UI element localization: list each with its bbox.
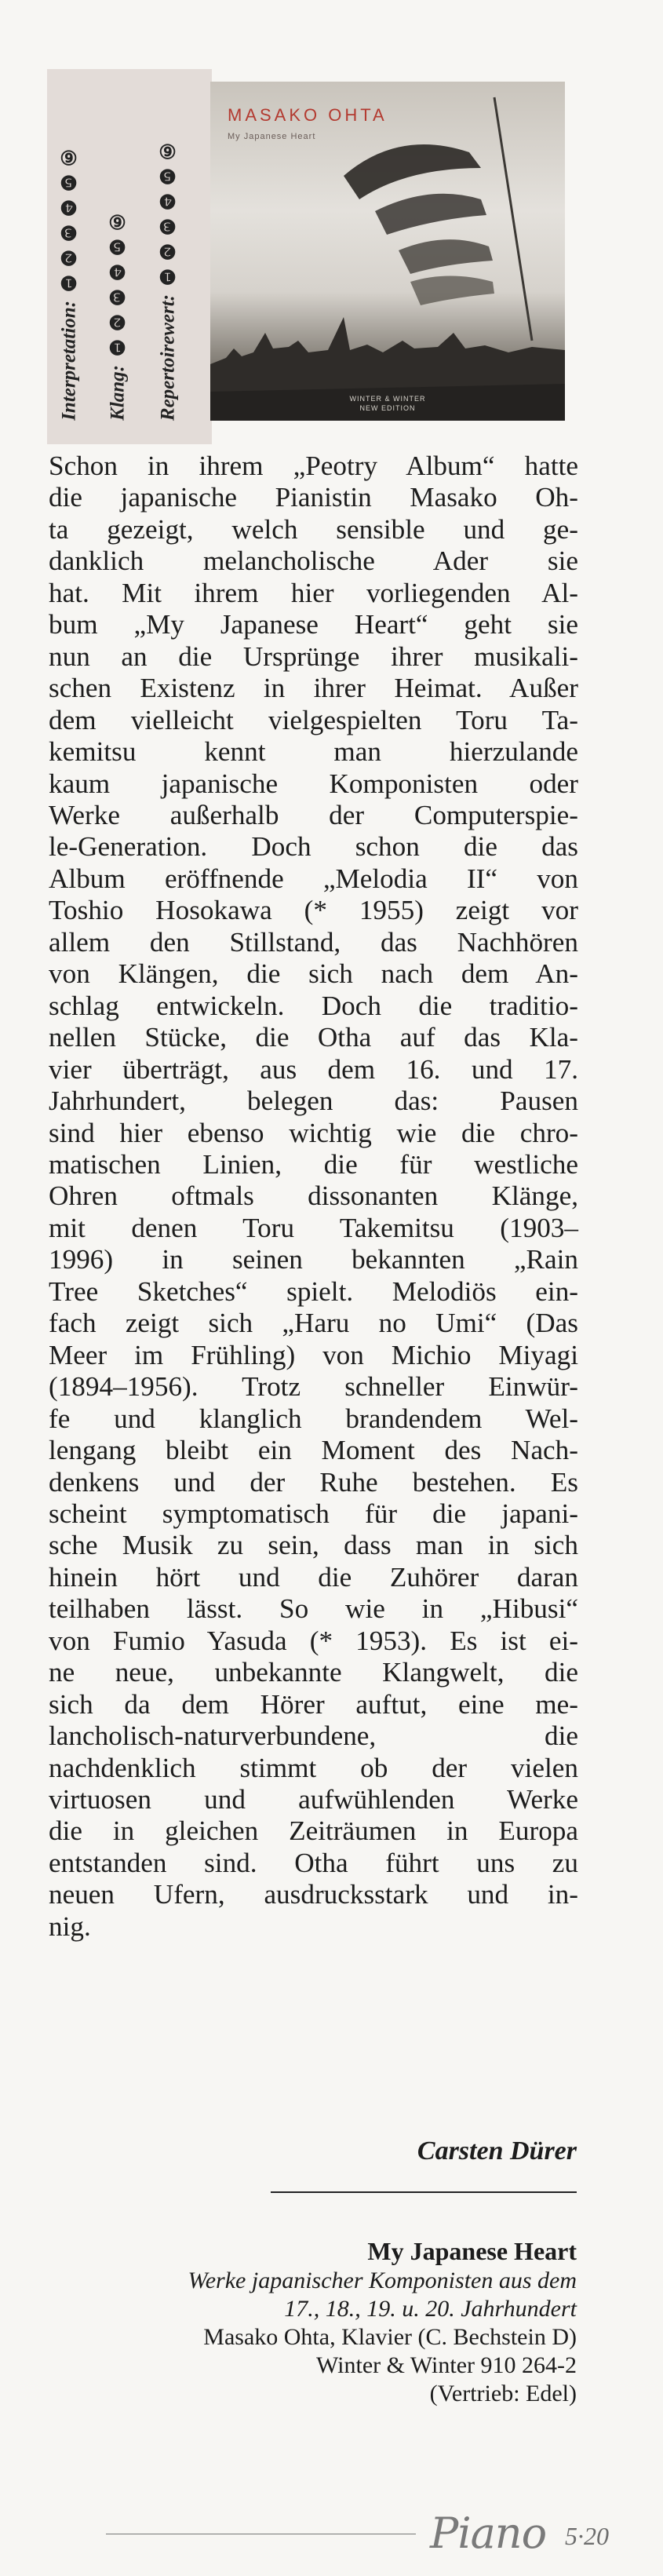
rating-repertoire-label: Repertoirewert: bbox=[157, 294, 179, 421]
body-line: lengang bleibt ein Moment des Nach- bbox=[49, 1435, 578, 1466]
body-line: Werke außerhalb der Computerspie- bbox=[49, 799, 578, 830]
body-line: sche Musik zu sein, dass man in sich bbox=[49, 1530, 578, 1561]
cover-label-line2: NEW EDITION bbox=[359, 404, 416, 412]
rating-interpretation-score: ❶❷❸❹❺⑥ bbox=[59, 144, 80, 295]
body-line: fach zeigt sich „Haru no Umi“ (Das bbox=[49, 1308, 578, 1339]
body-line: nellen Stücke, die Otha auf das Kla- bbox=[49, 1022, 578, 1053]
body-line: vier überträgt, aus dem 16. und 17. bbox=[49, 1053, 578, 1085]
body-line: ne neue, unbekannte Klangwelt, die bbox=[49, 1657, 578, 1688]
body-line: die in gleichen Zeiträumen in Europa bbox=[49, 1815, 578, 1847]
body-line: schen Existenz in ihrer Heimat. Außer bbox=[49, 673, 578, 704]
body-line: von Klängen, die sich nach dem An- bbox=[49, 958, 578, 990]
body-line: virtuosen und aufwühlenden Werke bbox=[49, 1784, 578, 1815]
album-info-performer: Masako Ohta, Klavier (C. Bechstein D) bbox=[203, 2324, 577, 2350]
album-info-catalog: Winter & Winter 910 264-2 bbox=[316, 2352, 577, 2378]
magazine-logo: Piano bbox=[430, 2508, 547, 2558]
body-line: Jahrhundert, belegen das: Pausen bbox=[49, 1085, 578, 1117]
album-info-subtitle-2: 17., 18., 19. u. 20. Jahrhundert bbox=[284, 2296, 577, 2322]
rating-klang-score: ❶❷❸❹❺⑥ bbox=[107, 208, 129, 359]
body-line: Ohren oftmals dissonanten Klänge, bbox=[49, 1180, 578, 1212]
body-line: entstanden sind. Otha führt uns zu bbox=[49, 1847, 578, 1878]
body-line: Toshio Hosokawa (* 1955) zeigt vor bbox=[49, 895, 578, 926]
body-line: 1996) in seinen bekannten „Rain bbox=[49, 1244, 578, 1275]
body-line: von Fumio Yasuda (* 1953). Es ist ei- bbox=[49, 1625, 578, 1656]
body-line: hat. Mit ihrem hier vorliegenden Al- bbox=[49, 577, 578, 608]
body-line: denkens und der Ruhe bestehen. Es bbox=[49, 1466, 578, 1498]
rating-repertoire bbox=[157, 137, 180, 421]
review-body bbox=[49, 451, 578, 1943]
cover-label-line1: WINTER & WINTER bbox=[349, 395, 426, 403]
body-line: nun an die Ursprünge ihrer musikali- bbox=[49, 640, 578, 672]
issue-number: 5·20 bbox=[565, 2522, 609, 2550]
cover-album: My Japanese Heart bbox=[228, 132, 316, 141]
rating-interpretation bbox=[58, 144, 81, 421]
body-line: danklich melancholische Ader sie bbox=[49, 545, 578, 577]
body-line: bum „My Japanese Heart“ geht sie bbox=[49, 609, 578, 640]
body-line: Album eröffnende „Melodia II“ von bbox=[49, 863, 578, 894]
album-cover bbox=[210, 82, 565, 421]
body-line: dem vielleicht vielgespielten Toru Ta- bbox=[49, 704, 578, 735]
body-line: sich da dem Hörer auftut, eine me- bbox=[49, 1688, 578, 1720]
divider bbox=[271, 2191, 577, 2193]
album-info-title: My Japanese Heart bbox=[367, 2237, 577, 2265]
body-line: allem den Stillstand, das Nachhören bbox=[49, 926, 578, 958]
body-line: Tree Sketches“ spielt. Melodiös ein- bbox=[49, 1275, 578, 1307]
body-line: teilhaben lässt. So wie in „Hibusi“ bbox=[49, 1593, 578, 1625]
body-line: mit denen Toru Takemitsu (1903– bbox=[49, 1212, 578, 1243]
body-line: (1894–1956). Trotz schneller Einwür- bbox=[49, 1371, 578, 1403]
cover-artist: MASAKO OHTA bbox=[228, 105, 388, 125]
body-line: nachdenklich stimmt ob der vielen bbox=[49, 1752, 578, 1783]
body-line: lancholisch-naturverbundene, die bbox=[49, 1720, 578, 1752]
album-info-subtitle-1: Werke japanischer Komponisten aus dem bbox=[188, 2268, 577, 2293]
rating-klang bbox=[107, 208, 129, 421]
body-line: Schon in ihrem „Peotry Album“ hatte bbox=[49, 451, 578, 481]
album-info bbox=[75, 2235, 577, 2408]
body-line: sind hier ebenso wichtig wie die chro- bbox=[49, 1117, 578, 1148]
body-line: Meer im Frühling) von Michio Miyagi bbox=[49, 1339, 578, 1370]
body-line: neuen Ufern, ausdrucksstark und in- bbox=[49, 1879, 578, 1910]
album-info-distribution: (Vertrieb: Edel) bbox=[429, 2381, 577, 2406]
body-line: kemitsu kennt man hierzulande bbox=[49, 736, 578, 768]
body-line: schlag entwickeln. Doch die traditio- bbox=[49, 990, 578, 1021]
body-line: ta gezeigt, welch sensible und ge- bbox=[49, 513, 578, 545]
body-line: matischen Linien, die für westliche bbox=[49, 1148, 578, 1180]
body-line: fe und klanglich brandendem Wel- bbox=[49, 1403, 578, 1434]
body-line: hinein hört und die Zuhörer daran bbox=[49, 1561, 578, 1593]
body-line: nig. bbox=[49, 1910, 91, 1942]
rating-interpretation-label: Interpretation: bbox=[58, 301, 80, 421]
cover-label bbox=[325, 394, 450, 413]
body-line: die japanische Pianistin Masako Oh- bbox=[49, 482, 578, 513]
body-line: kaum japanische Komponisten oder bbox=[49, 768, 578, 799]
body-line: le-Generation. Doch schon die das bbox=[49, 831, 578, 863]
rating-klang-label: Klang: bbox=[107, 365, 129, 421]
review-author: Carsten Dürer bbox=[417, 2136, 577, 2166]
body-line: scheint symptomatisch für die japani- bbox=[49, 1498, 578, 1529]
rating-box bbox=[47, 69, 212, 444]
rating-repertoire-score: ❶❷❸❹❺⑥ bbox=[158, 137, 179, 288]
